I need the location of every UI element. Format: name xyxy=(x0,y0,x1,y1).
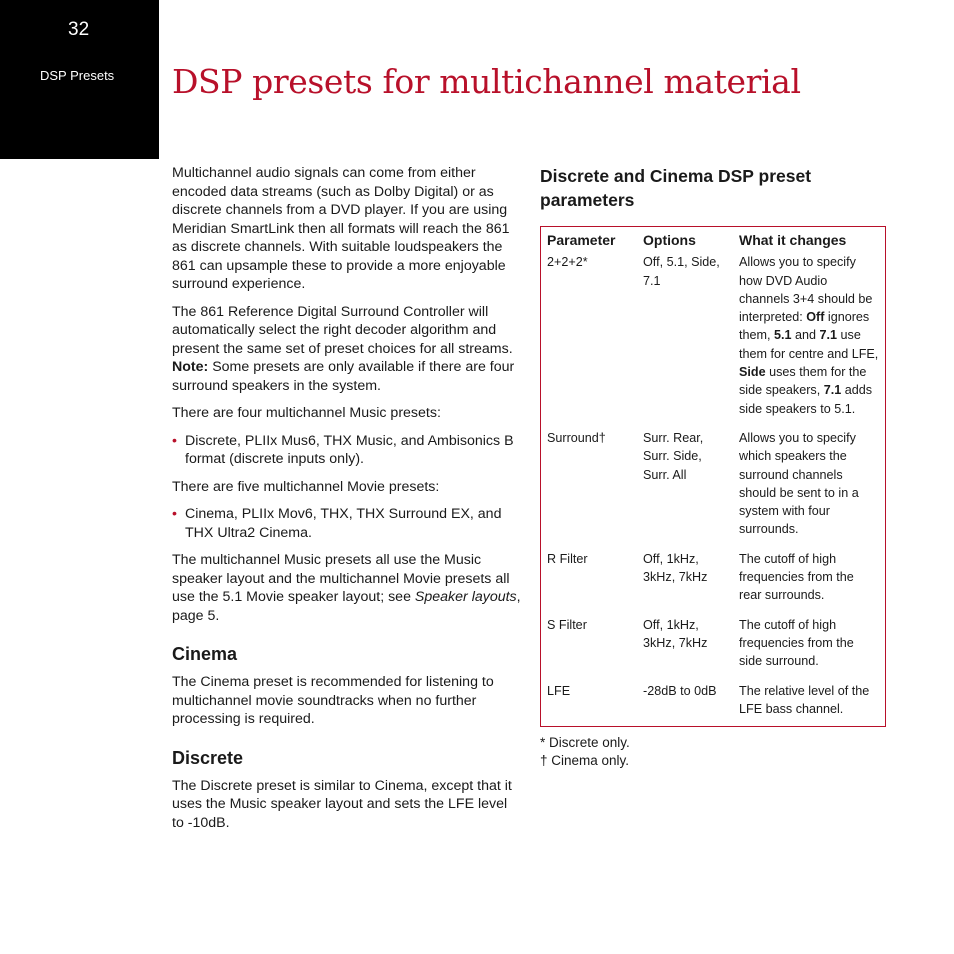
cell-parameter: R Filter xyxy=(547,551,588,566)
cell-description: The cutoff of high frequencies from the rear surrounds. xyxy=(739,551,854,603)
footnote-discrete: * Discrete only. xyxy=(540,735,630,751)
desc-text: adds side speakers to 5.1. xyxy=(739,383,873,416)
page-number: 32 xyxy=(68,19,90,40)
intro-paragraph: Multichannel audio signals can come from either encoded data streams (such as Dolby Digital) or as discrete channels from a DVD player. If you are using Meridian SmartLink then all formats will reach the 861 as discrete channels. With suitable loudspeakers the 861 can upsample these to provide a more enjoyable surround experience. xyxy=(172,165,510,292)
cell-options: -28dB to 0dB xyxy=(643,683,717,698)
table-row xyxy=(541,550,886,616)
header-what-it-changes: What it changes xyxy=(739,232,847,248)
cell-parameter: S Filter xyxy=(547,617,587,632)
desc-text: and xyxy=(791,328,820,343)
controller-paragraph xyxy=(172,303,522,396)
discrete-heading: Discrete xyxy=(172,747,244,768)
table-row xyxy=(541,682,886,727)
controller-text: The 861 Reference Digital Surround Controller will automatically select the right decoder algorithm and present the same set of preset choices for all streams. xyxy=(172,303,513,357)
table-heading: Discrete and Cinema DSP preset parameters xyxy=(540,166,812,210)
music-bullet-item xyxy=(172,432,522,469)
movie-bullet-item xyxy=(172,505,522,542)
left-column xyxy=(172,164,522,841)
table-header-row xyxy=(541,227,886,254)
layout-text: The multichannel Music presets all use the Music speaker layout and the multichannel Movie presets all use the 5.1 Movie speaker layout; see xyxy=(172,552,510,605)
table-row xyxy=(541,429,886,550)
cell-options: Off, 1kHz, 3kHz, 7kHz xyxy=(643,551,708,585)
header-parameter: Parameter xyxy=(547,232,616,248)
parameters-table xyxy=(540,226,886,727)
desc-text: use them for centre and LFE, xyxy=(739,328,879,361)
note-label: Note: xyxy=(172,359,209,375)
layout-paragraph xyxy=(172,551,522,625)
cell-options: Surr. Rear, Surr. Side, Surr. All xyxy=(643,430,704,482)
table-row xyxy=(541,253,886,429)
cell-description: The cutoff of high frequencies from the side surround. xyxy=(739,617,854,669)
cell-description xyxy=(733,253,886,429)
music-intro: There are four multichannel Music presets: xyxy=(172,405,441,421)
discrete-paragraph: The Discrete preset is similar to Cinema, except that it uses the Music speaker layout and sets the LFE level to -10dB. xyxy=(172,777,512,831)
speaker-layouts-link[interactable]: Speaker layouts xyxy=(414,589,517,605)
bullet-icon: • xyxy=(172,432,177,449)
movie-bullet-text: Cinema, PLIIx Mov6, THX, THX Surround EX, and THX Ultra2 Cinema. xyxy=(185,506,502,541)
footnotes xyxy=(540,734,888,770)
layout-end: , page 5. xyxy=(172,589,521,624)
cell-description: The relative level of the LFE bass channel. xyxy=(739,683,870,716)
page-title: DSP presets for multichannel material xyxy=(172,62,801,101)
cinema-heading: Cinema xyxy=(172,644,238,664)
header-options: Options xyxy=(643,232,696,248)
desc-text: uses them for the side speakers, xyxy=(739,365,867,398)
cell-options: Off, 1kHz, 3kHz, 7kHz xyxy=(643,617,708,650)
desc-bold: 5.1 xyxy=(774,328,792,343)
cell-parameter: 2+2+2* xyxy=(547,255,588,270)
cell-description: Allows you to specify which speakers the surround channels should be sent to in a system with four surrounds. xyxy=(739,430,859,537)
cinema-paragraph: The Cinema preset is recommended for listening to multichannel movie soundtracks when no further processing is required. xyxy=(172,674,494,727)
table-row xyxy=(541,616,886,682)
right-column xyxy=(540,164,888,770)
cell-parameter: Surround† xyxy=(547,430,606,445)
sidebar-block xyxy=(0,0,159,159)
desc-bold: 7.1 xyxy=(819,328,838,343)
movie-intro: There are five multichannel Movie presets: xyxy=(172,478,440,495)
bullet-icon: • xyxy=(172,506,177,522)
desc-text: ignores them, xyxy=(739,310,870,343)
section-name: DSP Presets xyxy=(40,68,115,83)
music-bullet-text: Discrete, PLIIx Mus6, THX Music, and Ambisonics B format (discrete inputs only). xyxy=(185,432,514,467)
desc-bold: 7.1 xyxy=(823,383,842,398)
cell-parameter: LFE xyxy=(547,683,571,698)
desc-text: Allows you to specify how DVD Audio channels 3+4 should be interpreted: xyxy=(739,255,873,325)
cell-options: Off, 5.1, Side, 7.1 xyxy=(643,255,720,288)
footnote-cinema: † Cinema only. xyxy=(540,753,630,769)
desc-bold: Side xyxy=(739,365,766,380)
note-text: Some presets are only available if there are four surround speakers in the system. xyxy=(172,359,515,394)
desc-bold: Off xyxy=(806,310,825,325)
